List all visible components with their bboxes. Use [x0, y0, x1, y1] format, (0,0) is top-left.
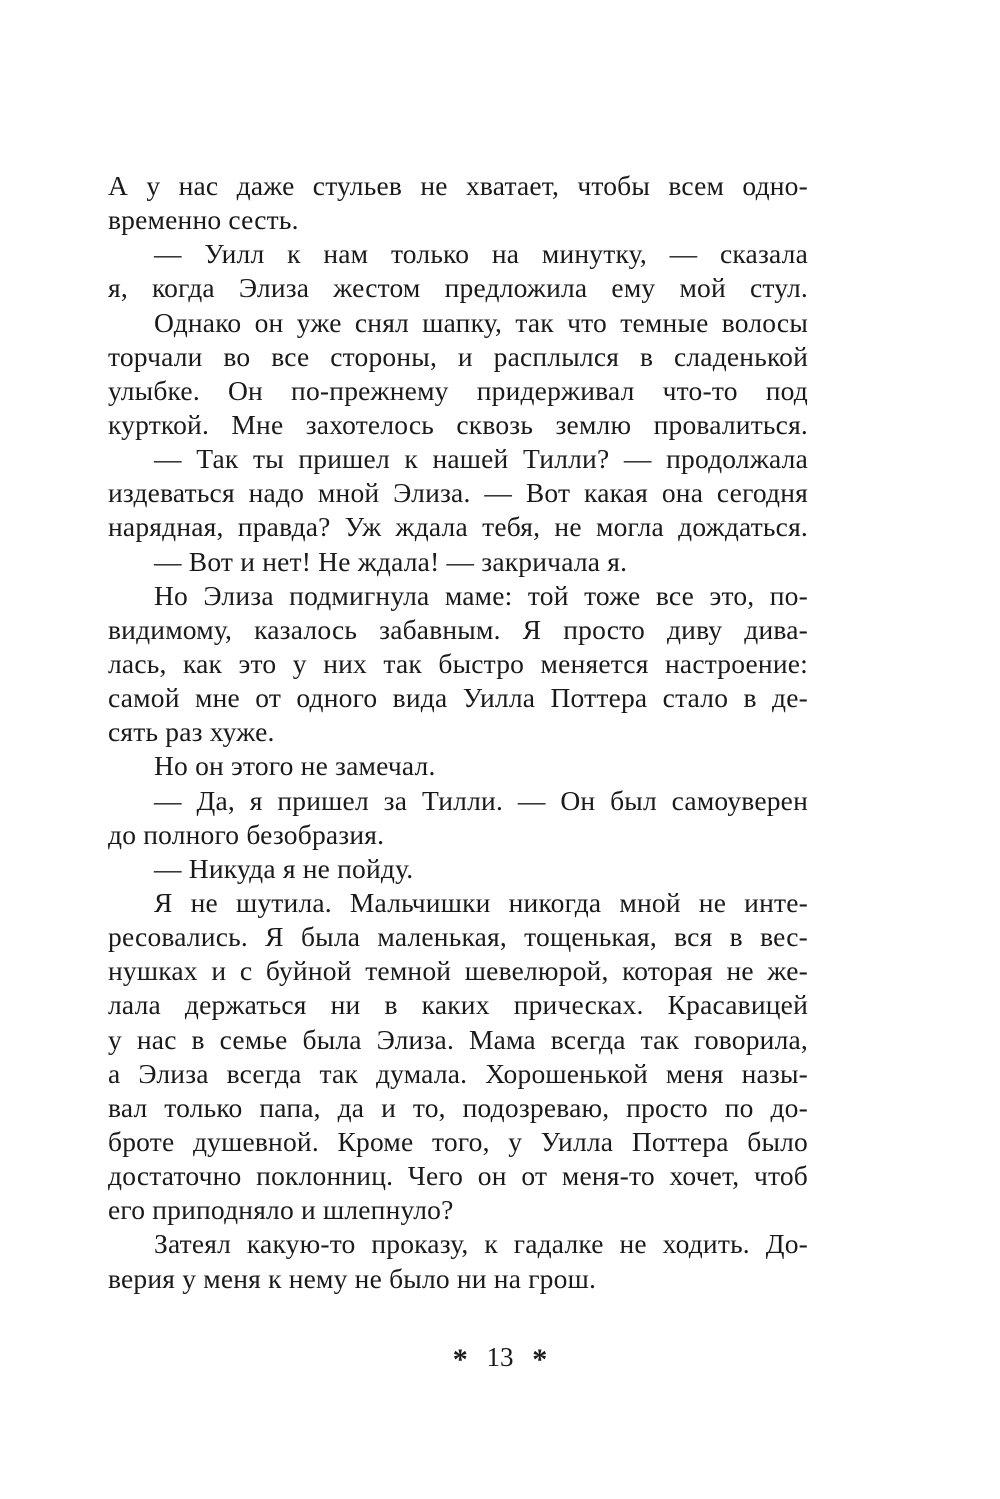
text-line: нушках и с буйной темной шевелюрой, которая не же-: [108, 955, 808, 987]
text-line: торчали во все стороны, и расплылся в сладенькой: [108, 340, 808, 372]
text-line: Затеял какую-то проказу, к гадалке не ходить. До-: [154, 1228, 808, 1260]
text-line: до полного безобразия.: [108, 818, 385, 850]
text-line: видимому, казалось забавным. Я просто диву дива-: [108, 613, 808, 645]
text-line: — Вот и нет! Не ждала! — закричала я.: [154, 545, 628, 577]
text-line: Но он этого не замечал.: [154, 750, 436, 782]
page-footer: [0, 1340, 1000, 1374]
text-line: вал только папа, да и то, подозреваю, просто по до-: [108, 1091, 808, 1123]
star-ornament-left: *: [452, 1343, 468, 1376]
text-line: улыбке. Он по-прежнему придерживал что-то под: [108, 374, 808, 406]
page-body: [108, 169, 808, 1296]
text-line: А у нас даже стульев не хватает, чтобы всем одно-: [108, 170, 808, 201]
text-line: Я не шутила. Мальчишки никогда мной не инте-: [154, 886, 808, 918]
star-ornament-right: *: [532, 1343, 548, 1376]
text-line: у нас в семье была Элиза. Мама всегда так говорила,: [108, 1023, 808, 1055]
text-line: — Да, я пришел за Тилли. — Он был самоуверен: [154, 784, 808, 816]
text-line: курткой. Мне захотелось сквозь землю провалиться.: [108, 408, 808, 440]
text-line: — Уилл к нам только на минутку, — сказала: [154, 238, 808, 270]
text-line: достаточно поклонниц. Чего он от меня-то хочет, чтоб: [108, 1160, 808, 1192]
text-line: Однако он уже снял шапку, так что темные волосы: [154, 306, 808, 338]
text-line: лала держаться ни в каких прическах. Красавицей: [108, 989, 808, 1021]
text-line: нарядная, правда? Уж ждала тебя, не могла дождаться.: [108, 511, 808, 543]
text-line: издеваться надо мной Элиза. — Вот какая она сегодня: [108, 477, 808, 509]
text-line: я, когда Элиза жестом предложила ему мой стул.: [108, 272, 808, 304]
text-line: лась, как это у них так быстро меняется настроение:: [108, 647, 808, 679]
text-line: его приподняло и шлепнуло?: [108, 1194, 454, 1226]
text-line: самой мне от одного вида Уилла Поттера стало в де-: [108, 682, 808, 714]
page-number: 13: [486, 1342, 514, 1372]
text-line: Но Элиза подмигнула маме: той тоже все это, по-: [154, 579, 808, 611]
text-line: а Элиза всегда так думала. Хорошенькой меня назы-: [108, 1057, 808, 1089]
text-line: — Так ты пришел к нашей Тилли? — продолжала: [154, 443, 808, 475]
text-line: — Никуда я не пойду.: [154, 852, 414, 884]
text-line: броте душевной. Кроме того, у Уилла Поттера было: [108, 1125, 808, 1157]
text-line: временно сесть.: [108, 204, 299, 236]
text-line: верия у меня к нему не было ни на грош.: [108, 1262, 597, 1294]
text-line: ресовались. Я была маленькая, тощенькая, вся в вес-: [108, 921, 808, 953]
text-line: сять раз хуже.: [108, 716, 275, 748]
